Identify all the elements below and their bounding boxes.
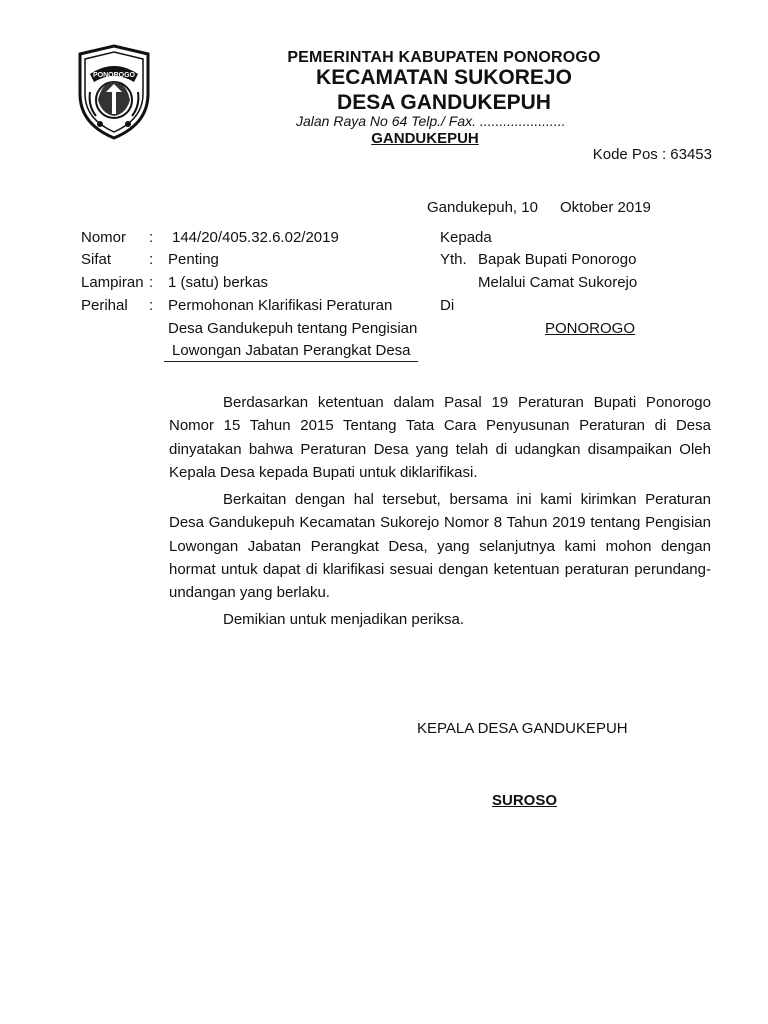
meta-label-lampiran: Lampiran [81, 274, 144, 291]
meta-sep-sifat: : [149, 251, 154, 268]
meta-sep-nomor: : [149, 229, 154, 246]
body-paragraph-1 [169, 391, 711, 484]
meta-value-nomor: 144/20/405.32.6.02/2019 [172, 229, 339, 246]
letter-date-month-year: Oktober 2019 [560, 199, 651, 216]
recipient-via: Melalui Camat Sukorejo [478, 274, 638, 291]
meta-value-lampiran: 1 (satu) berkas [168, 274, 269, 291]
body-text-1: Berdasarkan ketentuan dalam Pasal 19 Peraturan Bupati Ponorogo Nomor 15 Tahun 2015 Tentang Tata Cara Penyusunan Peraturan di Desa dinyatakan bahwa Peraturan Desa yang telah di udangkan disampaikan Oleh Kepala Desa kepada Bupati untuk diklarifikasi. [169, 394, 711, 481]
meta-label-sifat: Sifat [81, 251, 112, 268]
body-paragraph-2 [169, 488, 711, 604]
recipient-yth: Yth. [440, 251, 467, 268]
logo-text: PONOROGO [92, 72, 136, 79]
letter-date-place: Gandukepuh, 10 [427, 199, 538, 216]
meta-sep-lampiran: : [149, 274, 154, 291]
meta-value-sifat: Penting [168, 251, 219, 268]
letterhead-village-caps: GANDUKEPUH [371, 130, 479, 147]
signature-name: SUROSO [492, 792, 558, 809]
recipient-city: PONOROGO [545, 320, 636, 337]
meta-label-perihal: Perihal [81, 297, 128, 314]
meta-label-nomor: Nomor [81, 229, 127, 246]
meta-sep-perihal: : [149, 297, 154, 314]
meta-value-perihal: Permohonan Klarifikasi Peraturan [168, 297, 393, 314]
body-text-2: Berkaitan dengan hal tersebut, bersama ini kami kirimkan Peraturan Desa Gandukepuh Kecamatan Sukorejo Nomor 8 Tahun 2019 tentang Pengisian Lowongan Jabatan Perangkat Desa, yang selanjutnya kami mohon dengan hormat untuk dapat di klarifikasi sesuai dengan ketentuan peraturan perundang-undangan yang berlaku. [169, 491, 711, 602]
recipient-di: Di [440, 297, 455, 314]
recipient-kepada: Kepada [440, 229, 492, 246]
recipient-name: Bapak Bupati Ponorogo [478, 251, 637, 268]
postal-code: Kode Pos : 63453 [592, 146, 712, 163]
perihal-line-2: Desa Gandukepuh tentang Pengisian [168, 320, 418, 337]
perihal-underline [164, 361, 418, 362]
body-text-3: Demikian untuk menjadikan periksa. [223, 611, 464, 628]
signature-title: KEPALA DESA GANDUKEPUH [417, 720, 628, 737]
body-paragraph-3 [169, 608, 711, 631]
letterhead-address: Jalan Raya No 64 Telp./ Fax. ...................... [296, 113, 566, 129]
letterhead-village: DESA GANDUKEPUH [337, 91, 551, 114]
perihal-line-3: Lowongan Jabatan Perangkat Desa [172, 342, 411, 359]
letterhead-district: KECAMATAN SUKOREJO [316, 66, 572, 89]
letterhead-regency: PEMERINTAH KABUPATEN PONOROGO [287, 49, 601, 66]
